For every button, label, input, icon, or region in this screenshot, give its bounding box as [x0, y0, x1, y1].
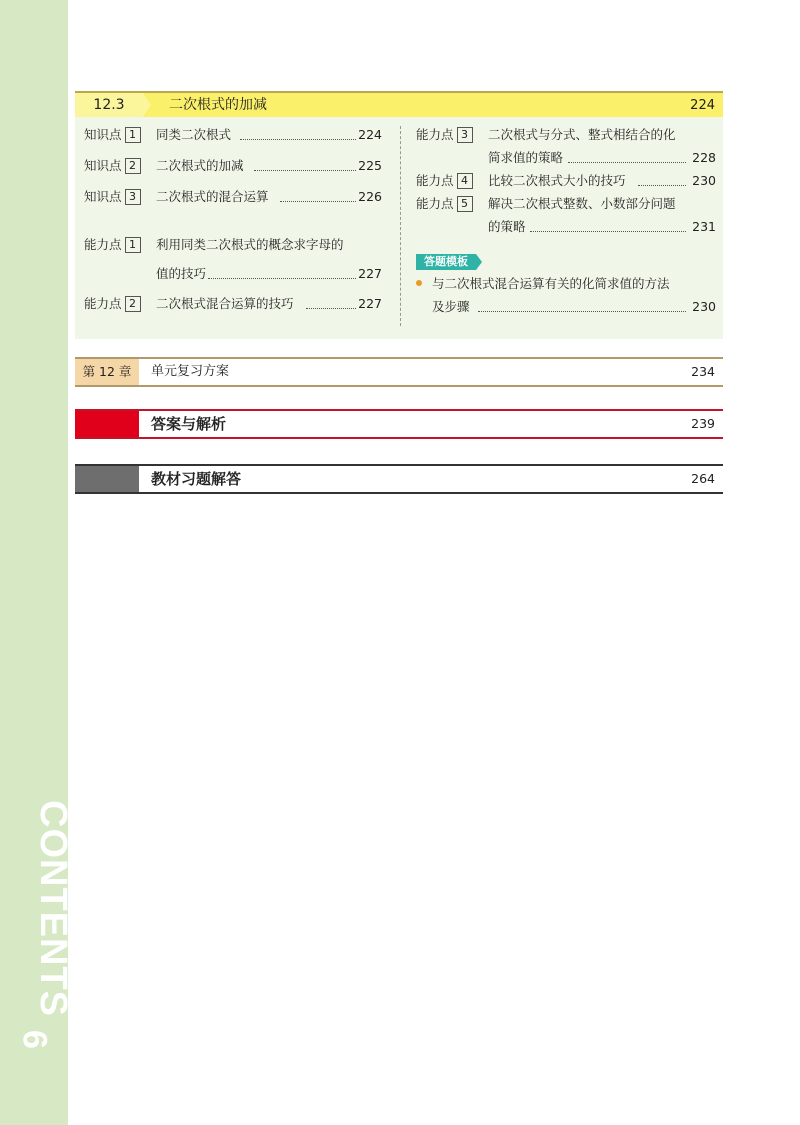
entry-page: 226	[358, 189, 382, 204]
section-number: 12.3	[75, 93, 143, 118]
entry-tag: 能力点	[416, 127, 454, 142]
entry-page: 224	[358, 127, 382, 142]
entry-tag: 知识点	[84, 127, 122, 142]
bullet-icon	[416, 280, 422, 286]
toc-entry-ability-2[interactable]	[84, 293, 384, 315]
textbook-color-block	[75, 466, 139, 492]
entry-title-line1: 利用同类二次根式的概念求字母的	[156, 237, 344, 252]
leader-dots	[306, 308, 356, 309]
chapter-review-page: 234	[691, 364, 715, 379]
entry-number: 5	[457, 196, 473, 212]
entry-page: 227	[358, 266, 382, 281]
toc-entry-ability-5[interactable]	[416, 193, 716, 239]
entry-number: 1	[125, 237, 141, 253]
section-header[interactable]	[75, 91, 723, 119]
entry-page: 230	[692, 299, 716, 314]
column-divider	[400, 126, 401, 326]
entry-tag: 知识点	[84, 189, 122, 204]
entry-tag: 能力点	[416, 173, 454, 188]
entry-number: 3	[457, 127, 473, 143]
textbook-answers-row[interactable]	[75, 464, 723, 494]
textbook-answers-page: 264	[691, 471, 715, 486]
entry-number: 2	[125, 158, 141, 174]
entry-title-line1: 解决二次根式整数、小数部分问题	[488, 196, 676, 211]
entry-title: 二次根式的混合运算	[156, 189, 269, 204]
chapter-review-row[interactable]	[75, 357, 723, 387]
section-number-notch	[143, 93, 151, 117]
toc-entry-knowledge-3[interactable]	[84, 186, 384, 208]
entry-page: 225	[358, 158, 382, 173]
entry-number: 4	[457, 173, 473, 189]
entry-title-line2: 的策略	[488, 219, 526, 234]
entry-tag: 能力点	[84, 296, 122, 311]
leader-dots	[530, 231, 686, 232]
answers-page: 239	[691, 416, 715, 431]
leader-dots	[240, 139, 356, 140]
entry-tag: 知识点	[84, 158, 122, 173]
section-title: 二次根式的加减	[169, 97, 267, 113]
toc-entry-template[interactable]	[432, 273, 718, 319]
toc-entry-knowledge-2[interactable]	[84, 155, 384, 177]
entry-title-line1: 与二次根式混合运算有关的化简求值的方法	[432, 276, 670, 291]
textbook-answers-title: 教材习题解答	[151, 470, 242, 488]
answer-template-badge: 答题模板	[416, 254, 476, 270]
leader-dots	[638, 185, 686, 186]
leader-dots	[478, 311, 686, 312]
answers-row[interactable]	[75, 409, 723, 439]
entry-title: 二次根式混合运算的技巧	[156, 296, 294, 311]
leader-dots	[208, 278, 356, 279]
entry-title-line2: 值的技巧	[156, 266, 207, 281]
entry-page: 228	[692, 150, 716, 165]
entry-title: 同类二次根式	[156, 127, 232, 142]
entry-title-line2: 及步骤	[432, 299, 470, 314]
entry-page: 231	[692, 219, 716, 234]
entry-tag: 能力点	[416, 196, 454, 211]
entry-number: 1	[125, 127, 141, 143]
toc-entry-ability-4[interactable]	[416, 170, 716, 192]
chapter-review-title: 单元复习方案	[151, 364, 230, 379]
entry-tag: 能力点	[84, 237, 122, 252]
entry-title: 二次根式的加减	[156, 158, 244, 173]
chapter-label: 第 12 章	[75, 359, 139, 385]
entry-title-line1: 二次根式与分式、整式相结合的化	[488, 127, 676, 142]
sidebar-contents-label: CONTENTS	[32, 800, 74, 1017]
entry-title: 比较二次根式大小的技巧	[488, 173, 626, 188]
entry-number: 2	[125, 296, 141, 312]
page-number: 6	[15, 1030, 54, 1049]
toc-entry-knowledge-1[interactable]	[84, 124, 384, 146]
leader-dots	[568, 162, 686, 163]
toc-entry-ability-3[interactable]	[416, 124, 716, 170]
entry-page: 227	[358, 296, 382, 311]
toc-entry-ability-1[interactable]	[84, 234, 384, 284]
entry-title-line2: 简求值的策略	[488, 150, 564, 165]
entry-number: 3	[125, 189, 141, 205]
leader-dots	[254, 170, 356, 171]
answers-title: 答案与解析	[151, 415, 227, 433]
leader-dots	[280, 201, 356, 202]
entry-page: 230	[692, 173, 716, 188]
section-page: 224	[690, 98, 715, 113]
answers-color-block	[75, 411, 139, 437]
